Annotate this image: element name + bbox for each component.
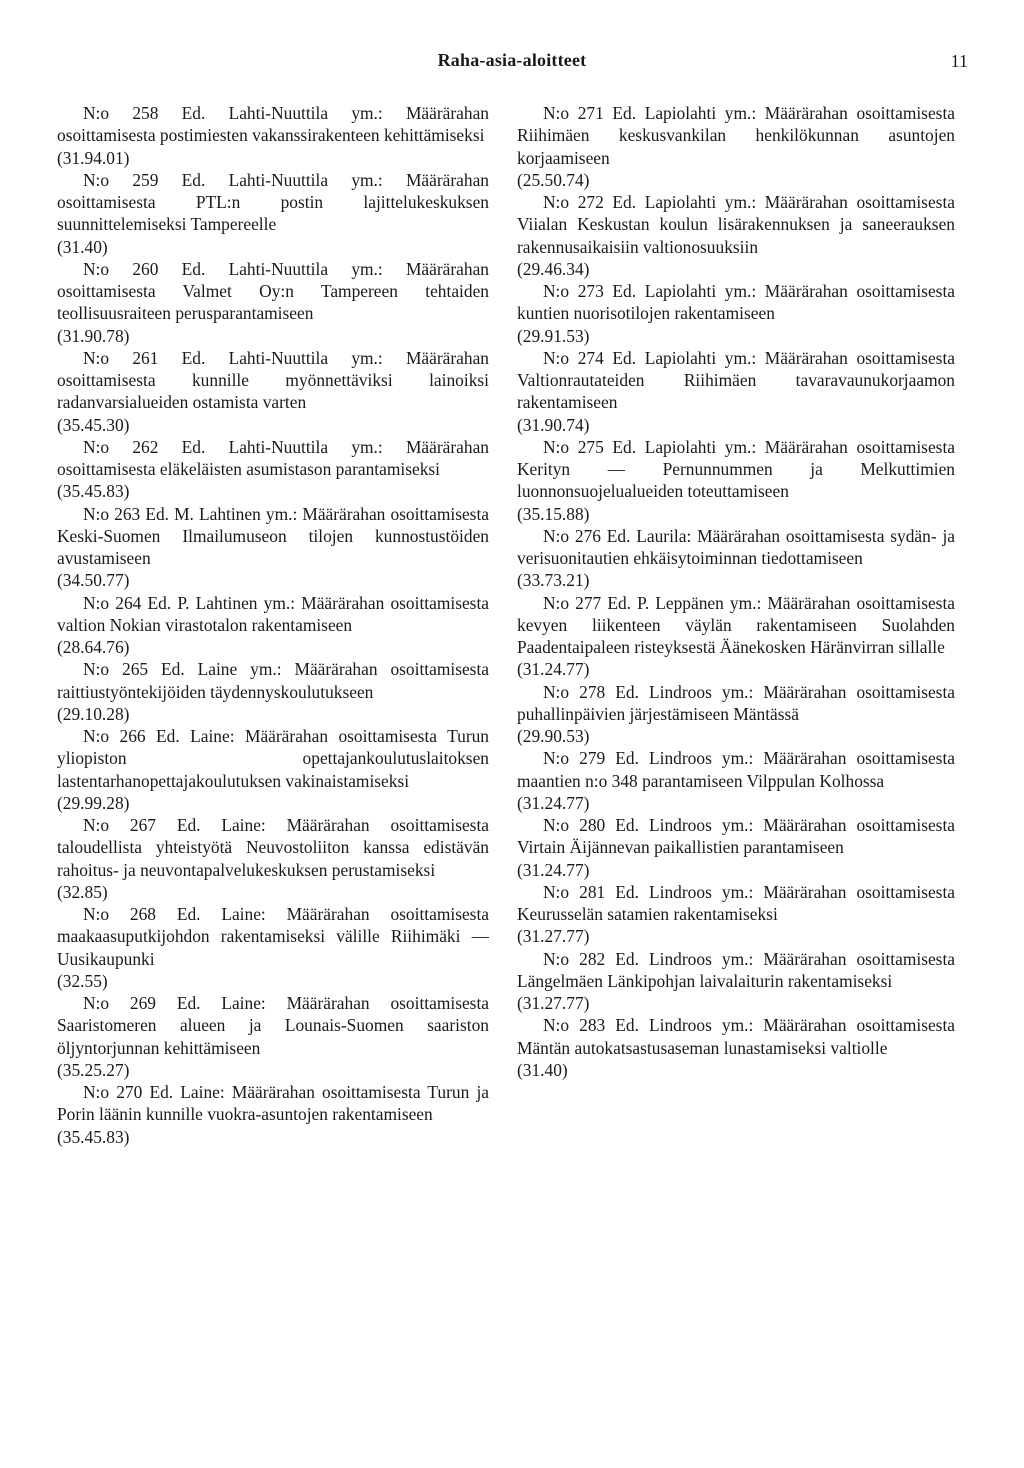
budget-code: (29.10.28)	[57, 703, 130, 724]
motion-entry	[517, 592, 955, 681]
motion-text: N:o 272 Ed. Lapiolahti ym.: Määrärahan osoittamisesta Viialan Keskustan koulun lisärakennuksen ja saneerauksen rakennusaikaisiin valtionosuuksiin	[517, 192, 955, 257]
motion-entry	[517, 280, 955, 347]
motion-entry	[57, 503, 489, 592]
page-number: 11	[950, 51, 968, 71]
motion-entry	[57, 903, 489, 992]
motion-entry	[517, 436, 955, 525]
motion-entry	[517, 525, 955, 592]
motion-text: N:o 273 Ed. Lapiolahti ym.: Määrärahan osoittamisesta kuntien nuorisotilojen rakentamiseen	[517, 281, 955, 324]
budget-code: (31.40)	[57, 236, 108, 257]
left-column	[57, 102, 489, 1148]
budget-code: (35.45.83)	[57, 1126, 130, 1147]
motion-entry	[57, 347, 489, 436]
budget-code: (35.45.83)	[57, 481, 130, 502]
motion-text: N:o 280 Ed. Lindroos ym.: Määrärahan osoittamisesta Virtain Äijännevan paikallistien parantamiseen	[517, 815, 955, 858]
motion-text: N:o 278 Ed. Lindroos ym.: Määrärahan osoittamisesta puhallinpäivien järjestämiseen Mäntässä	[517, 681, 955, 724]
budget-code: (35.45.30)	[57, 414, 130, 435]
motion-text: N:o 277 Ed. P. Leppänen ym.: Määrärahan osoittamisesta kevyen liikenteen väylän rakentamiseen Suolahden Paadentaipaleen risteyksestä Äänekosken Häränvirran sillalle	[517, 592, 955, 657]
motion-entry	[517, 1014, 955, 1081]
budget-code: (29.99.28)	[57, 792, 130, 813]
motion-text: N:o 267 Ed. Laine: Määrärahan osoittamisesta taloudellista yhteistyötä Neuvostoliiton kanssa edistävän rahoitus- ja neuvontapalvelukeskuksen perustamiseksi	[57, 815, 489, 880]
motion-entry	[517, 191, 955, 280]
motion-entry	[517, 681, 955, 748]
motion-entry	[57, 436, 489, 503]
budget-code: (34.50.77)	[57, 570, 130, 591]
motion-text: N:o 268 Ed. Laine: Määrärahan osoittamisesta maakaasuputkijohdon rakentamiseksi välille Riihimäki — Uusikaupunki	[57, 904, 489, 969]
motion-entry	[57, 658, 489, 725]
budget-code: (29.90.53)	[517, 726, 590, 746]
running-title: Raha-asia-aloitteet	[437, 50, 587, 70]
budget-code: (31.24.77)	[517, 792, 590, 813]
motion-text: N:o 258 Ed. Lahti-Nuuttila ym.: Määrärahan osoittamisesta postimiesten vakanssirakenteen kehittämiseksi	[57, 103, 489, 146]
motion-text: N:o 261 Ed. Lahti-Nuuttila ym.: Määrärahan osoittamisesta kunnille myönnettäviksi lainoiksi radanvarsialueiden ostamista varten	[57, 347, 489, 413]
budget-code: (25.50.74)	[517, 169, 590, 190]
motion-entry	[57, 592, 489, 659]
motion-entry	[57, 725, 489, 814]
motion-entry	[517, 948, 955, 1015]
motion-entry	[57, 1081, 489, 1148]
budget-code: (29.91.53)	[517, 325, 590, 346]
budget-code: (29.46.34)	[517, 258, 590, 279]
budget-code: (31.24.77)	[517, 859, 590, 880]
motion-entry	[57, 992, 489, 1081]
motion-text: N:o 274 Ed. Lapiolahti ym.: Määrärahan osoittamisesta Valtionrautateiden Riihimäen tavaravaunukorjaamon rakentamiseen	[517, 347, 955, 413]
page-header	[0, 50, 1024, 80]
motion-text: N:o 276 Ed. Laurila: Määrärahan osoittamisesta sydän- ja verisuonitautien ehkäisytoiminnan tiedottamiseen	[517, 525, 955, 568]
budget-code: (31.27.77)	[517, 993, 590, 1013]
motion-text: N:o 265 Ed. Laine ym.: Määrärahan osoittamisesta raittiustyöntekijöiden täydennyskoulutukseen	[57, 659, 489, 702]
budget-code: (28.64.76)	[57, 637, 130, 657]
motion-entry	[57, 258, 489, 347]
motion-entry	[517, 881, 955, 948]
budget-code: (31.90.74)	[517, 414, 590, 435]
motion-entry	[57, 169, 489, 258]
budget-code: (31.27.77)	[517, 926, 590, 947]
right-column	[517, 102, 955, 1081]
motion-text: N:o 282 Ed. Lindroos ym.: Määrärahan osoittamisesta Längelmäen Länkipohjan laivalaiturin rakentamiseksi	[517, 948, 955, 991]
motion-text: N:o 275 Ed. Lapiolahti ym.: Määrärahan osoittamisesta Kerityn — Pernunnummen ja Melkuttimien luonnonsuojelualueiden toteuttamiseen	[517, 436, 955, 502]
budget-code: (35.25.27)	[57, 1059, 130, 1080]
budget-code: (31.40)	[517, 1059, 568, 1080]
motion-entry	[517, 747, 955, 814]
budget-code: (35.15.88)	[517, 503, 590, 524]
budget-code: (31.90.78)	[57, 325, 130, 346]
budget-code: (33.73.21)	[517, 570, 590, 591]
motion-text: N:o 279 Ed. Lindroos ym.: Määrärahan osoittamisesta maantien n:o 348 parantamiseen Vilppulan Kolhossa	[517, 748, 955, 791]
motion-entry	[517, 102, 955, 191]
motion-entry	[517, 814, 955, 881]
budget-code: (32.85)	[57, 881, 108, 902]
motion-text: N:o 271 Ed. Lapiolahti ym.: Määrärahan osoittamisesta Riihimäen keskusvankilan henkilökunnan asuntojen korjaamiseen	[517, 103, 955, 168]
motion-entry	[57, 102, 489, 169]
motion-text: N:o 263 Ed. M. Lahtinen ym.: Määrärahan osoittamisesta Keski-Suomen Ilmailumuseon tilojen kunnostustöiden avustamiseen	[57, 503, 489, 568]
motion-text: N:o 283 Ed. Lindroos ym.: Määrärahan osoittamisesta Mäntän autokatsastusaseman lunastamiseksi valtiolle	[517, 1015, 955, 1058]
motion-text: N:o 259 Ed. Lahti-Nuuttila ym.: Määrärahan osoittamisesta PTL:n postin lajittelukeskuksen suunnittelemiseksi Tampereelle	[57, 169, 489, 235]
budget-code: (31.24.77)	[517, 659, 590, 680]
motion-text: N:o 262 Ed. Lahti-Nuuttila ym.: Määrärahan osoittamisesta eläkeläisten asumistason parantamiseksi	[57, 436, 489, 479]
motion-entry	[517, 347, 955, 436]
motion-text: N:o 264 Ed. P. Lahtinen ym.: Määrärahan osoittamisesta valtion Nokian virastotalon rakentamiseen	[57, 592, 489, 635]
budget-code: (32.55)	[57, 970, 108, 991]
motion-text: N:o 281 Ed. Lindroos ym.: Määrärahan osoittamisesta Keurusselän satamien rakentamiseksi	[517, 881, 955, 924]
motion-entry	[57, 814, 489, 903]
budget-code: (31.94.01)	[57, 147, 130, 168]
motion-text: N:o 270 Ed. Laine: Määrärahan osoittamisesta Turun ja Porin läänin kunnille vuokra-asuntojen rakentamiseen	[57, 1082, 489, 1125]
motion-text: N:o 269 Ed. Laine: Määrärahan osoittamisesta Saaristomeren alueen ja Lounais-Suomen saariston öljyntorjunnan kehittämiseen	[57, 993, 489, 1058]
motion-text: N:o 260 Ed. Lahti-Nuuttila ym.: Määrärahan osoittamisesta Valmet Oy:n Tampereen tehtaiden teollisuusraiteen perusparantamiseen	[57, 258, 489, 324]
motion-text: N:o 266 Ed. Laine: Määrärahan osoittamisesta Turun yliopiston opettajankoulutuslaitoksen lastentarhanopettajakoulutuksen vakinaistamiseksi	[57, 726, 489, 791]
